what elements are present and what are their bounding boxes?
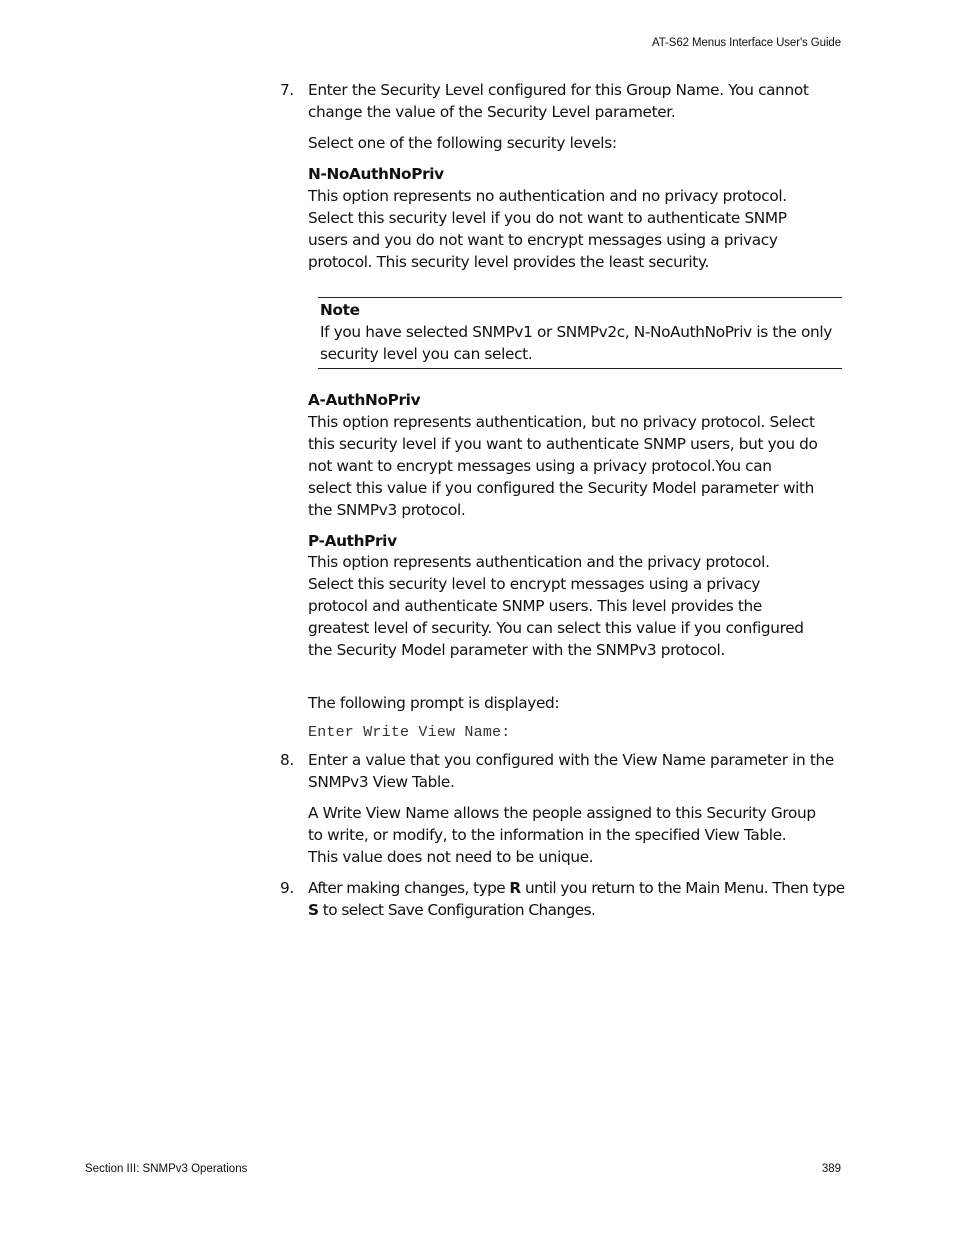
level-authnopriv-text: This option represents authentication, but no privacy protocol. Select this security level if you want to authenticate SNMP users, but you do not want to encrypt messages using a privacy protocol.You can select this value if you configured the Security Model parameter with the SNMPv3 protocol. (308, 413, 818, 519)
step-9-part2: until you return to the Main Menu. Then type (520, 879, 845, 897)
prompt-intro: The following prompt is displayed: (308, 694, 560, 712)
note-title: Note (320, 301, 360, 319)
note-box (318, 297, 842, 369)
level-authnopriv-title: A-AuthNoPriv (308, 391, 421, 409)
step-7-number: 7. (280, 81, 294, 99)
step-8-text: Enter a value that you configured with the View Name parameter in the SNMPv3 View Table. (308, 751, 834, 791)
step-8-detail: A Write View Name allows the people assigned to this Security Group to write, or modify, to the information in the specified View Table. This value does not need to be unique. (308, 804, 816, 866)
security-levels-intro: Select one of the following security levels: (308, 134, 617, 152)
level-authpriv-text: This option represents authentication and the privacy protocol. Select this security level to encrypt messages using a privacy protocol and authenticate SNMP users. This level provides the greatest level of security. You can select this value if you configured the Security Model parameter with the SNMPv3 protocol. (308, 553, 804, 659)
step-9-part3: to select Save Configuration Changes. (318, 901, 596, 919)
note-text: If you have selected SNMPv1 or SNMPv2c, N-NoAuthNoPriv is the only security level you can select. (320, 323, 832, 363)
level-authpriv-title: P-AuthPriv (308, 532, 397, 550)
prompt-code: Enter Write View Name: (308, 724, 511, 741)
level-noauth-text: This option represents no authentication and no privacy protocol. Select this security level if you do not want to authenticate SNMP users and you do not want to encrypt messages using a privacy protocol. This security level provides the least security. (308, 187, 787, 271)
step-8-number: 8. (280, 751, 294, 769)
step-9-key-s: S (308, 901, 319, 919)
step-9-text (308, 877, 848, 921)
step-7-paragraph: Enter the Security Level configured for this Group Name. You cannot change the value of the Security Level parameter. (308, 81, 809, 121)
running-header: AT-S62 Menus Interface User's Guide (652, 37, 841, 49)
footer-page-number: 389 (821, 1163, 841, 1175)
step-9-part1: After making changes, type (308, 879, 510, 897)
step-7-text (308, 79, 853, 123)
step-9-number: 9. (280, 879, 294, 897)
footer-section: Section III: SNMPv3 Operations (85, 1163, 248, 1175)
step-9-key-r: R (509, 879, 521, 897)
level-noauth-title: N-NoAuthNoPriv (308, 165, 444, 183)
